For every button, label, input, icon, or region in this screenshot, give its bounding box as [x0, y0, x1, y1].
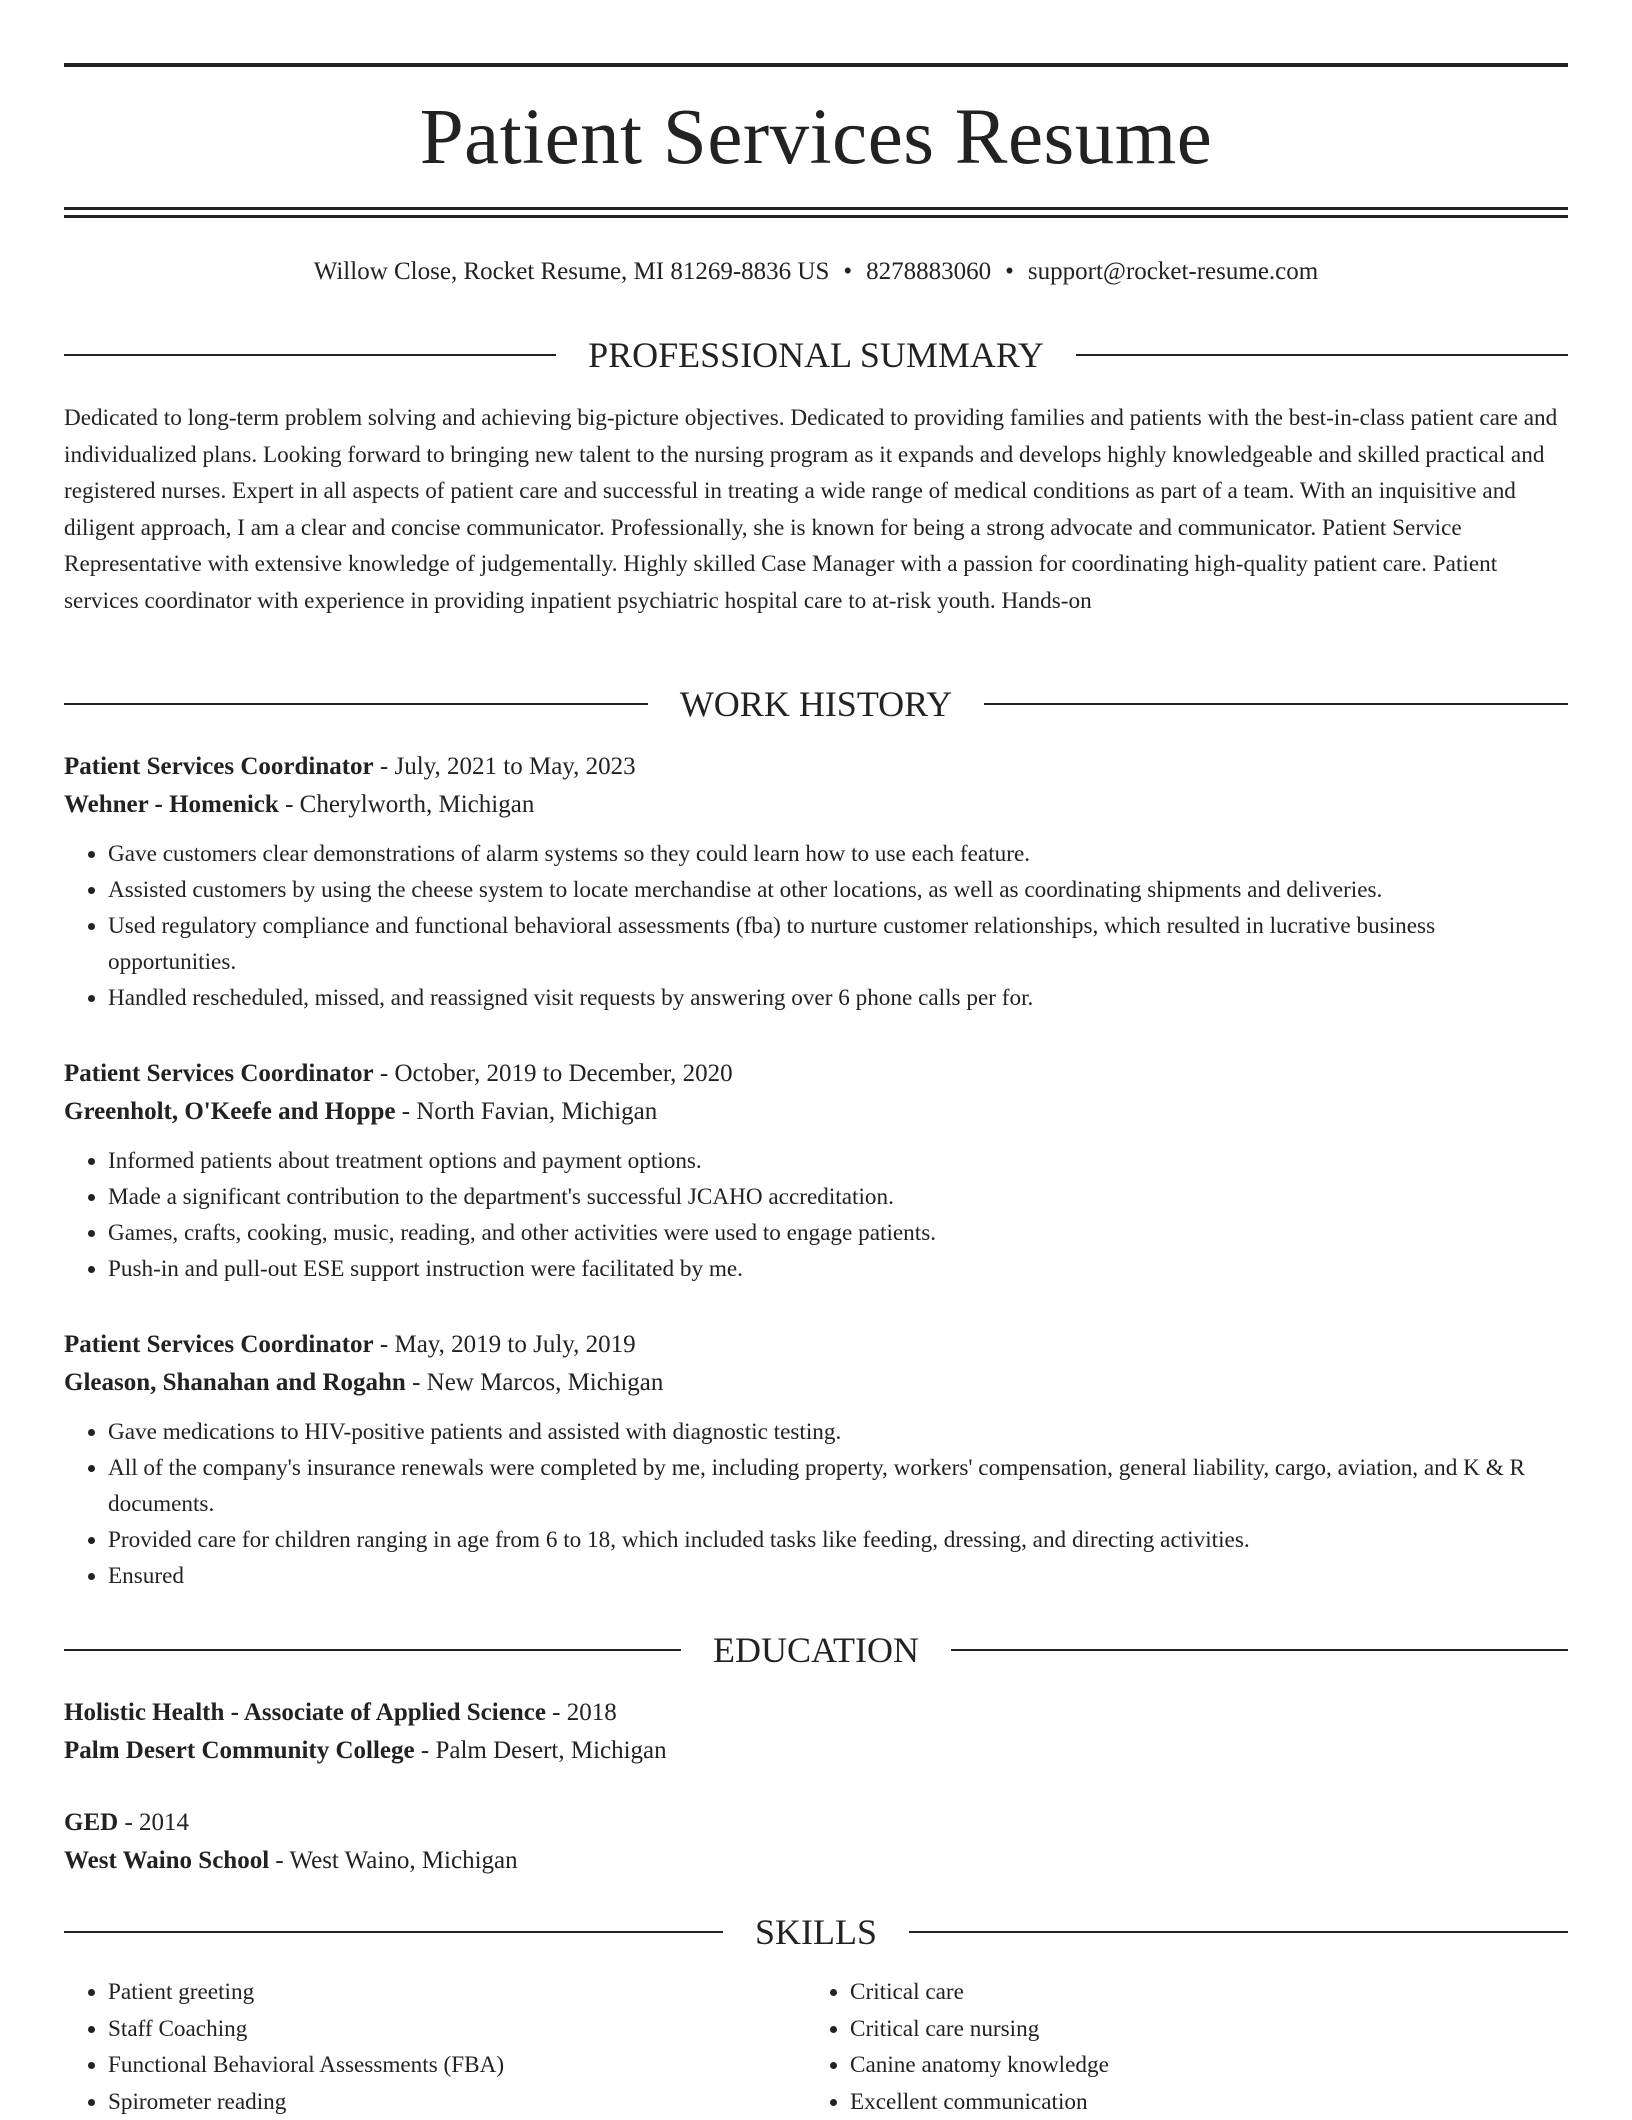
education-degree-line	[64, 1804, 1568, 1842]
job-location: - New Marcos, Michigan	[406, 1369, 664, 1396]
education-entry	[64, 1694, 1568, 1770]
education-degree-line	[64, 1694, 1568, 1732]
job-bullet: • Made a significant contribution to the department's successful JCAHO accreditation.	[108, 1179, 1568, 1215]
skill-item: • Spirometer reading	[108, 2084, 764, 2120]
heading-rule	[64, 354, 556, 356]
education-school: Palm Desert Community College	[64, 1737, 415, 1764]
education-location: - Palm Desert, Michigan	[415, 1737, 667, 1764]
heading-rule	[1076, 354, 1568, 356]
contact-phone[interactable]: 8278883060	[866, 258, 991, 285]
section-title: EDUCATION	[681, 1628, 951, 1672]
job-bullet: • Used regulatory compliance and functional behavioral assessments (fba) to nurture customer relationships, which resulted in lucrative business opportunities.	[108, 908, 1568, 980]
job-bullet: • Gave customers clear demonstrations of alarm systems so they could learn how to use each feature.	[108, 836, 1568, 872]
skills-left-column	[64, 1974, 764, 2120]
heading-rule	[64, 1649, 681, 1651]
job-bullets	[64, 836, 1568, 1016]
section-heading-education	[64, 1628, 1568, 1672]
section-heading-summary	[64, 333, 1568, 377]
job-bullet: • Push-in and pull-out ESE support instruction were facilitated by me.	[108, 1251, 1568, 1287]
job-location: - Cherylworth, Michigan	[279, 791, 535, 818]
section-heading-work-history	[64, 682, 1568, 726]
skill-item: • Staff Coaching	[108, 2011, 764, 2048]
job-bullet: • Informed patients about treatment options and payment options.	[108, 1143, 1568, 1179]
education-degree: Holistic Health - Associate of Applied Science	[64, 1699, 546, 1726]
summary-text: Dedicated to long-term problem solving and achieving big-picture objectives. Dedicated to providing families and patients with the best-in-class patient care and individualized plans. Looking forward to bringing new talent to the nursing program as it expands and develops highly knowledgeable and skilled practical and registered nurses. Expert in all aspects of patient care and successful in treating a wide range of medical conditions as part of a team. With an inquisitive and diligent approach, I am a clear and concise communicator. Professionally, she is known for being a strong advocate and communicator. Patient Service Representative with extensive knowledge of judgementally. Highly skilled Case Manager with a passion for coordinating high-quality patient care. Patient services coordinator with experience in providing inpatient psychiatric hospital care to at-risk youth. Hands-on	[64, 400, 1574, 619]
job-bullet: • Games, crafts, cooking, music, reading, and other activities were used to engage patients.	[108, 1215, 1568, 1251]
job-bullet: • All of the company's insurance renewals were completed by me, including property, workers' compensation, general liability, cargo, aviation, and K & R documents.	[108, 1450, 1568, 1522]
section-title: WORK HISTORY	[648, 682, 984, 726]
job-entry	[64, 1326, 1568, 1594]
heading-rule	[64, 703, 648, 705]
education-degree: GED	[64, 1809, 118, 1836]
education-year: - 2018	[546, 1699, 617, 1726]
job-title: Patient Services Coordinator	[64, 1331, 374, 1358]
education-location: - West Waino, Michigan	[269, 1847, 518, 1874]
job-company: Wehner - Homenick	[64, 791, 279, 818]
heading-rule	[909, 1931, 1568, 1933]
job-dates: - July, 2021 to May, 2023	[374, 753, 636, 780]
skill-item: • Critical care nursing	[850, 2011, 1506, 2048]
title-double-rule-top	[64, 207, 1568, 210]
job-title: Patient Services Coordinator	[64, 1060, 374, 1087]
contact-separator: •	[1005, 258, 1014, 285]
job-company-line	[64, 1093, 1568, 1131]
job-title-line	[64, 1055, 1568, 1093]
job-title-line	[64, 1326, 1568, 1364]
skills-list	[806, 1974, 1506, 2120]
skill-item: • Patient greeting	[108, 1974, 764, 2011]
job-title: Patient Services Coordinator	[64, 753, 374, 780]
contact-email[interactable]: support@rocket-resume.com	[1028, 258, 1318, 285]
job-bullet: • Handled rescheduled, missed, and reassigned visit requests by answering over 6 phone calls per for.	[108, 980, 1568, 1016]
job-company: Gleason, Shanahan and Rogahn	[64, 1369, 406, 1396]
heading-rule	[64, 1931, 723, 1933]
education-school-line	[64, 1732, 1568, 1770]
job-bullets	[64, 1414, 1568, 1594]
section-title: SKILLS	[723, 1910, 909, 1954]
title-double-rule-bottom	[64, 215, 1568, 218]
education-school-line	[64, 1842, 1568, 1880]
job-bullet: • Assisted customers by using the cheese system to locate merchandise at other locations, as well as coordinating shipments and deliveries.	[108, 872, 1568, 908]
education-school: West Waino School	[64, 1847, 269, 1874]
contact-separator: •	[843, 258, 852, 285]
job-bullet: • Ensured	[108, 1558, 1568, 1594]
education-entry	[64, 1804, 1568, 1880]
job-dates: - October, 2019 to December, 2020	[374, 1060, 733, 1087]
skill-item: • Excellent communication	[850, 2084, 1506, 2120]
heading-rule	[984, 703, 1568, 705]
skills-right-column	[806, 1974, 1506, 2120]
skill-item: • Canine anatomy knowledge	[850, 2047, 1506, 2084]
job-entry	[64, 1055, 1568, 1287]
skill-item: • Critical care	[850, 1974, 1506, 2011]
contact-address: Willow Close, Rocket Resume, MI 81269-8836 US	[314, 258, 830, 285]
job-entry	[64, 748, 1568, 1016]
contact-line	[64, 254, 1568, 290]
heading-rule	[951, 1649, 1568, 1651]
skill-item: • Functional Behavioral Assessments (FBA)	[108, 2047, 764, 2084]
job-company-line	[64, 1364, 1568, 1402]
skills-list	[64, 1974, 764, 2120]
job-location: - North Favian, Michigan	[395, 1098, 657, 1125]
job-bullet: • Gave medications to HIV-positive patients and assisted with diagnostic testing.	[108, 1414, 1568, 1450]
job-company-line	[64, 786, 1568, 824]
education-year: - 2014	[118, 1809, 189, 1836]
section-heading-skills	[64, 1910, 1568, 1954]
job-title-line	[64, 748, 1568, 786]
job-bullets	[64, 1143, 1568, 1287]
top-rule	[64, 63, 1568, 67]
job-company: Greenholt, O'Keefe and Hoppe	[64, 1098, 395, 1125]
job-dates: - May, 2019 to July, 2019	[374, 1331, 636, 1358]
page-title: Patient Services Resume	[64, 88, 1568, 188]
job-bullet: • Provided care for children ranging in age from 6 to 18, which included tasks like feeding, dressing, and directing activities.	[108, 1522, 1568, 1558]
section-title: PROFESSIONAL SUMMARY	[556, 333, 1076, 377]
